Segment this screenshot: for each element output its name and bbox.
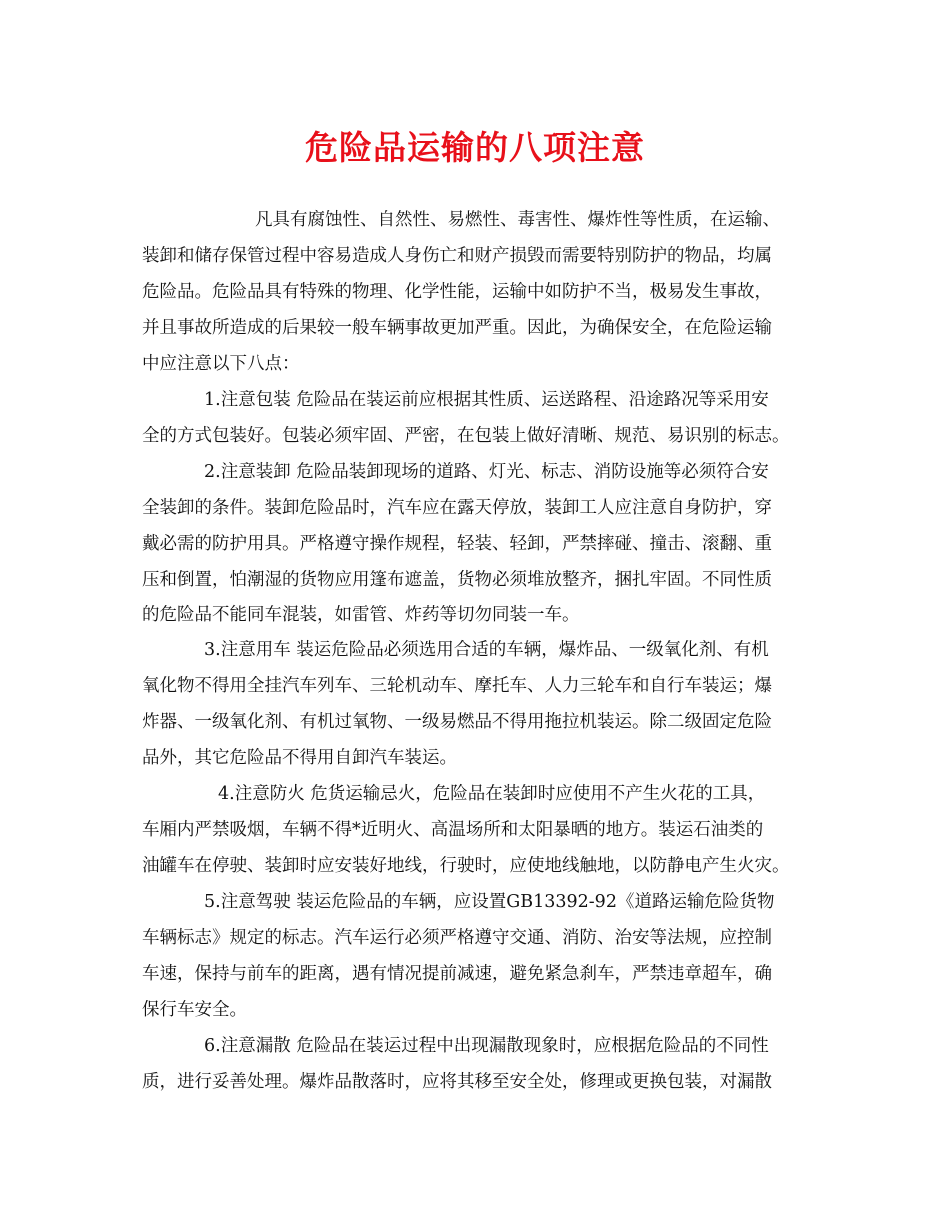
body-line: 质，进行妥善处理。爆炸品散落时，应将其移至安全处，修理或更换包装，对漏散 bbox=[142, 1072, 772, 1092]
body-line: 危险品。危险品具有特殊的物理、化学性能，运输中如防护不当，极易发生事故， bbox=[142, 282, 772, 302]
body-line: 品外，其它危险品不得用自卸汽车装运。 bbox=[142, 748, 457, 768]
body-line: 4.注意防火 危货运输忌火，危险品在装卸时应使用不产生火花的工具， bbox=[218, 784, 766, 804]
body-line: 炸器、一级氧化剂、有机过氧物、一级易燃品不得用拖拉机装运。除二级固定危险 bbox=[142, 712, 772, 732]
body-line: 2.注意装卸 危险品装卸现场的道路、灯光、标志、消防设施等必须符合安 bbox=[204, 462, 769, 482]
body-line: 1.注意包装 危险品在装运前应根据其性质、运送路程、沿途路况等采用安 bbox=[204, 390, 769, 410]
body-line: 车速，保持与前车的距离，遇有情况提前减速，避免紧急刹车，严禁违章超车，确 bbox=[142, 964, 772, 984]
body-line: 中应注意以下八点： bbox=[142, 354, 300, 374]
document-title: 危险品运输的八项注意 bbox=[305, 128, 645, 167]
body-line: 油罐车在停驶、装卸时应安装好地线，行驶时，应使地线触地，以防静电产生火灾。 bbox=[142, 856, 790, 876]
body-line: 3.注意用车 装运危险品必须选用合适的车辆，爆炸品、一级氧化剂、有机 bbox=[204, 640, 769, 660]
body-line: 全装卸的条件。装卸危险品时，汽车应在露天停放，装卸工人应注意自身防护，穿 bbox=[142, 498, 772, 518]
body-line: 压和倒置，怕潮湿的货物应用篷布遮盖，货物必须堆放整齐，捆扎牢固。不同性质 bbox=[142, 570, 772, 590]
body-line: 车辆标志》规定的标志。汽车运行必须严格遵守交通、消防、治安等法规，应控制 bbox=[142, 928, 772, 948]
body-line: 并且事故所造成的后果较一般车辆事故更加严重。因此，为确保安全，在危险运输 bbox=[142, 318, 772, 338]
body-line: 车厢内严禁吸烟，车辆不得*近明火、高温场所和太阳暴晒的地方。装运石油类的 bbox=[142, 820, 764, 840]
body-line: 氧化物不得用全挂汽车列车、三轮机动车、摩托车、人力三轮车和自行车装运；爆 bbox=[142, 676, 772, 696]
body-line: 凡具有腐蚀性、自然性、易燃性、毒害性、爆炸性等性质，在运输、 bbox=[255, 210, 780, 230]
body-line: 装卸和储存保管过程中容易造成人身伤亡和财产损毁而需要特别防护的物品，均属 bbox=[142, 246, 772, 266]
body-line: 6.注意漏散 危险品在装运过程中出现漏散现象时，应根据危险品的不同性 bbox=[204, 1036, 769, 1056]
body-line: 保行车安全。 bbox=[142, 1000, 247, 1020]
body-line: 的危险品不能同车混装，如雷管、炸药等切勿同装一车。 bbox=[142, 605, 580, 625]
body-line: 全的方式包装好。包装必须牢固、严密，在包装上做好清晰、规范、易识别的标志。 bbox=[142, 426, 790, 446]
body-line: 戴必需的防护用具。严格遵守操作规程，轻装、轻卸，严禁摔碰、撞击、滚翻、重 bbox=[142, 534, 772, 554]
body-line: 5.注意驾驶 装运危险品的车辆，应设置GB13392-92《道路运输危险货物 bbox=[204, 892, 775, 912]
